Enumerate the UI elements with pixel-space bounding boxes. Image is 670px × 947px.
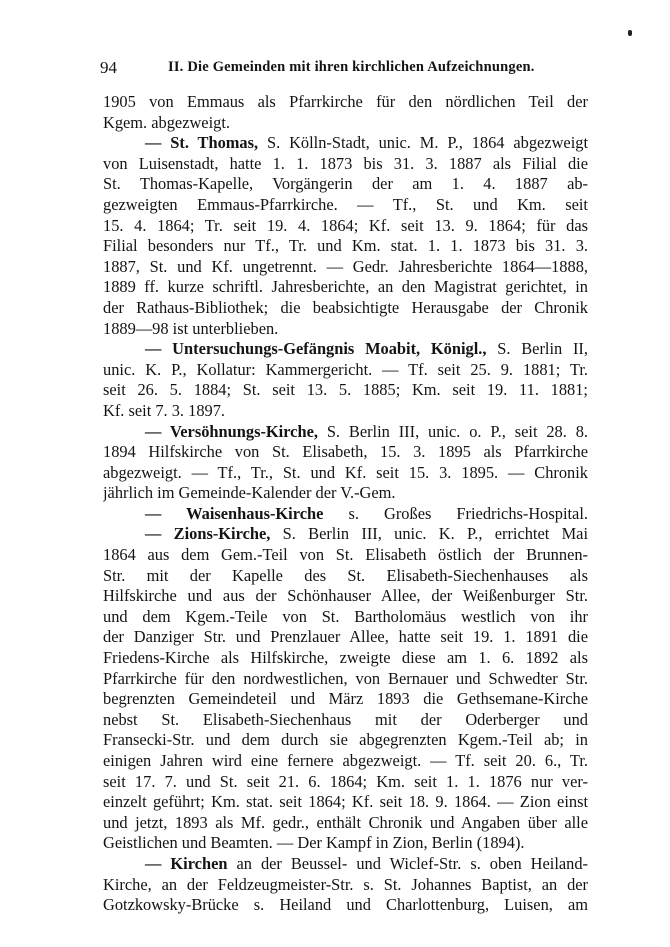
text-line [103,627,588,648]
page-body [103,92,588,916]
text-line [103,92,588,113]
line-text: 1889 ff. kurze schriftl. Jahresberichte, an den Magistrat gerichtet, in [103,277,588,297]
entry-title: — Zions-Kirche, [145,524,271,544]
text-line [103,319,588,340]
text-line [103,813,588,834]
entry-title: — Untersuchungs-Gefängnis Moabit, Königl., [145,339,487,359]
line-text: einzelt geführt; Km. stat. seit 1864; Kf. seit 18. 9. 1864. — Zion einst [103,792,588,812]
text-line [103,648,588,669]
line-text: begrenzten Gemeindeteil und März 1893 die Gethsemane-Kirche [103,689,588,709]
line-text: jährlich im Gemeinde-Kalender der V.-Gem. [103,483,396,503]
line-text: Pfarrkirche für den nordwestlichen, von Bernauer und Schwedter Str. [103,668,588,688]
running-title: II. Die Gemeinden mit ihren kirchlichen Aufzeichnungen. [168,59,535,75]
line-text: 1894 Hilfskirche von St. Elisabeth, 15. 3. 1895 als Pfarrkirche [103,442,588,462]
line-text: S. Berlin II, [486,339,588,359]
line-text: Kgem. abgezweigt. [103,112,230,132]
page-number: 94 [100,58,117,77]
line-text: 1889—98 ist unterblieben. [103,318,279,338]
entry-title: — Kirchen [145,853,228,873]
line-text: seit 17. 7. und St. seit 21. 6. 1864; Km. seit 1. 1. 1876 nur ver- [103,771,588,791]
text-line [103,730,588,751]
text-line [103,751,588,772]
text-line [103,483,588,504]
text-line [103,257,588,278]
line-text: gezweigten Emmaus-Pfarrkirche. — Tf., St. und Km. seit [103,194,588,214]
line-text: von Luisenstadt, hatte 1. 1. 1873 bis 31. 3. 1887 als Filial die [103,153,588,173]
text-line [103,195,588,216]
entry-heading-line [103,854,588,875]
text-line [103,401,588,422]
line-text: und jetzt, 1893 als Mf. gedr., enthält Chronik und Angaben über alle [103,812,588,832]
text-line [103,772,588,793]
line-text: der Danziger Str. und Prenzlauer Allee, hatte seit 19. 1. 1891 die [103,627,588,647]
text-line [103,277,588,298]
line-text: und dem Kgem.-Teile von St. Bartholomäus westlich von ihr [103,606,588,626]
text-line [103,154,588,175]
line-text: Filial besonders nur Tf., Tr. und Km. stat. 1. 1. 1873 bis 31. 3. [103,236,588,256]
line-text: der Rathaus-Bibliothek; die beabsichtigte Herausgabe der Chronik [103,297,588,317]
text-line [103,174,588,195]
line-text: einigen Jahren wird eine fernere abgezweigt. — Tf. seit 20. 6., Tr. [103,751,588,770]
entry-title: — Versöhnungs-Kirche, [145,421,318,441]
text-line [103,689,588,710]
entry-heading-line [103,504,588,525]
text-line [103,463,588,484]
line-text: nebst St. Elisabeth-Siechenhaus mit der Oderberger und [103,709,588,729]
text-line [103,545,588,566]
text-line [103,833,588,854]
entry-title: — Waisenhaus-Kirche [145,503,324,523]
line-text: Fransecki-Str. und dem durch sie abgegrenzten Kgem.-Teil ab; in [103,730,588,750]
text-line [103,360,588,381]
line-text: St. Thomas-Kapelle, Vorgängerin der am 1. 4. 1887 ab- [103,174,588,194]
line-text: Str. mit der Kapelle des St. Elisabeth-Siechenhauses als [103,565,588,585]
entry-heading-line [103,422,588,443]
entry-heading-line [103,339,588,360]
text-line [103,895,588,916]
line-text: unic. K. P., Kollatur: Kammergericht. — Tf. seit 25. 9. 1881; Tr. [103,359,588,379]
text-line [103,380,588,401]
line-text: S. Berlin III, unic. K. P., errichtet Mai [270,524,588,544]
entry-title: — St. Thomas, [145,133,259,153]
text-line [103,710,588,731]
line-text: Hilfskirche und aus der Schönhauser Allee, der Weißenburger Str. [103,586,588,606]
scan-speck [628,30,632,36]
line-text: S. Kölln-Stadt, unic. M. P., 1864 abgezweigt [258,133,588,153]
text-line [103,236,588,257]
line-text: 15. 4. 1864; Tr. seit 19. 4. 1864; Kf. seit 13. 9. 1864; für das [103,215,588,235]
text-line [103,216,588,237]
line-text: 1864 aus dem Gem.-Teil von St. Elisabeth östlich der Brunnen- [103,545,588,565]
line-text: s. Großes Friedrichs-Hospital. [323,503,588,523]
page-header [100,58,592,82]
text-line [103,669,588,690]
text-line [103,875,588,896]
line-text: abgezweigt. — Tf., Tr., St. und Kf. seit 15. 3. 1895. — Chronik [103,462,588,482]
line-text: Gotzkowsky-Brücke s. Heiland und Charlottenburg, Luisen, am [103,895,588,915]
line-text: Friedens-Kirche als Hilfskirche, zweigte diese am 1. 6. 1892 als [103,648,588,668]
line-text: S. Berlin III, unic. o. P., seit 28. 8. [317,421,588,441]
entry-heading-line [103,133,588,154]
text-line [103,566,588,587]
text-line [103,586,588,607]
text-line [103,792,588,813]
text-line [103,442,588,463]
line-text: seit 26. 5. 1884; St. seit 13. 5. 1885; Km. seit 19. 11. 1881; [103,380,588,400]
text-line [103,607,588,628]
entry-heading-line [103,524,588,545]
line-text: 1905 von Emmaus als Pfarrkirche für den nördlichen Teil der [103,92,588,111]
line-text: an der Beussel- und Wiclef-Str. s. oben Heiland- [227,853,588,873]
text-line [103,298,588,319]
line-text: Kf. seit 7. 3. 1897. [103,400,226,420]
line-text: 1887, St. und Kf. ungetrennt. — Gedr. Jahresberichte 1864—1888, [103,256,588,276]
line-text: Geistlichen und Beamten. — Der Kampf in Zion, Berlin (1894). [103,833,525,853]
line-text: Kirche, an der Feldzeugmeister-Str. s. St. Johannes Baptist, an der [103,874,588,894]
text-line [103,113,588,134]
